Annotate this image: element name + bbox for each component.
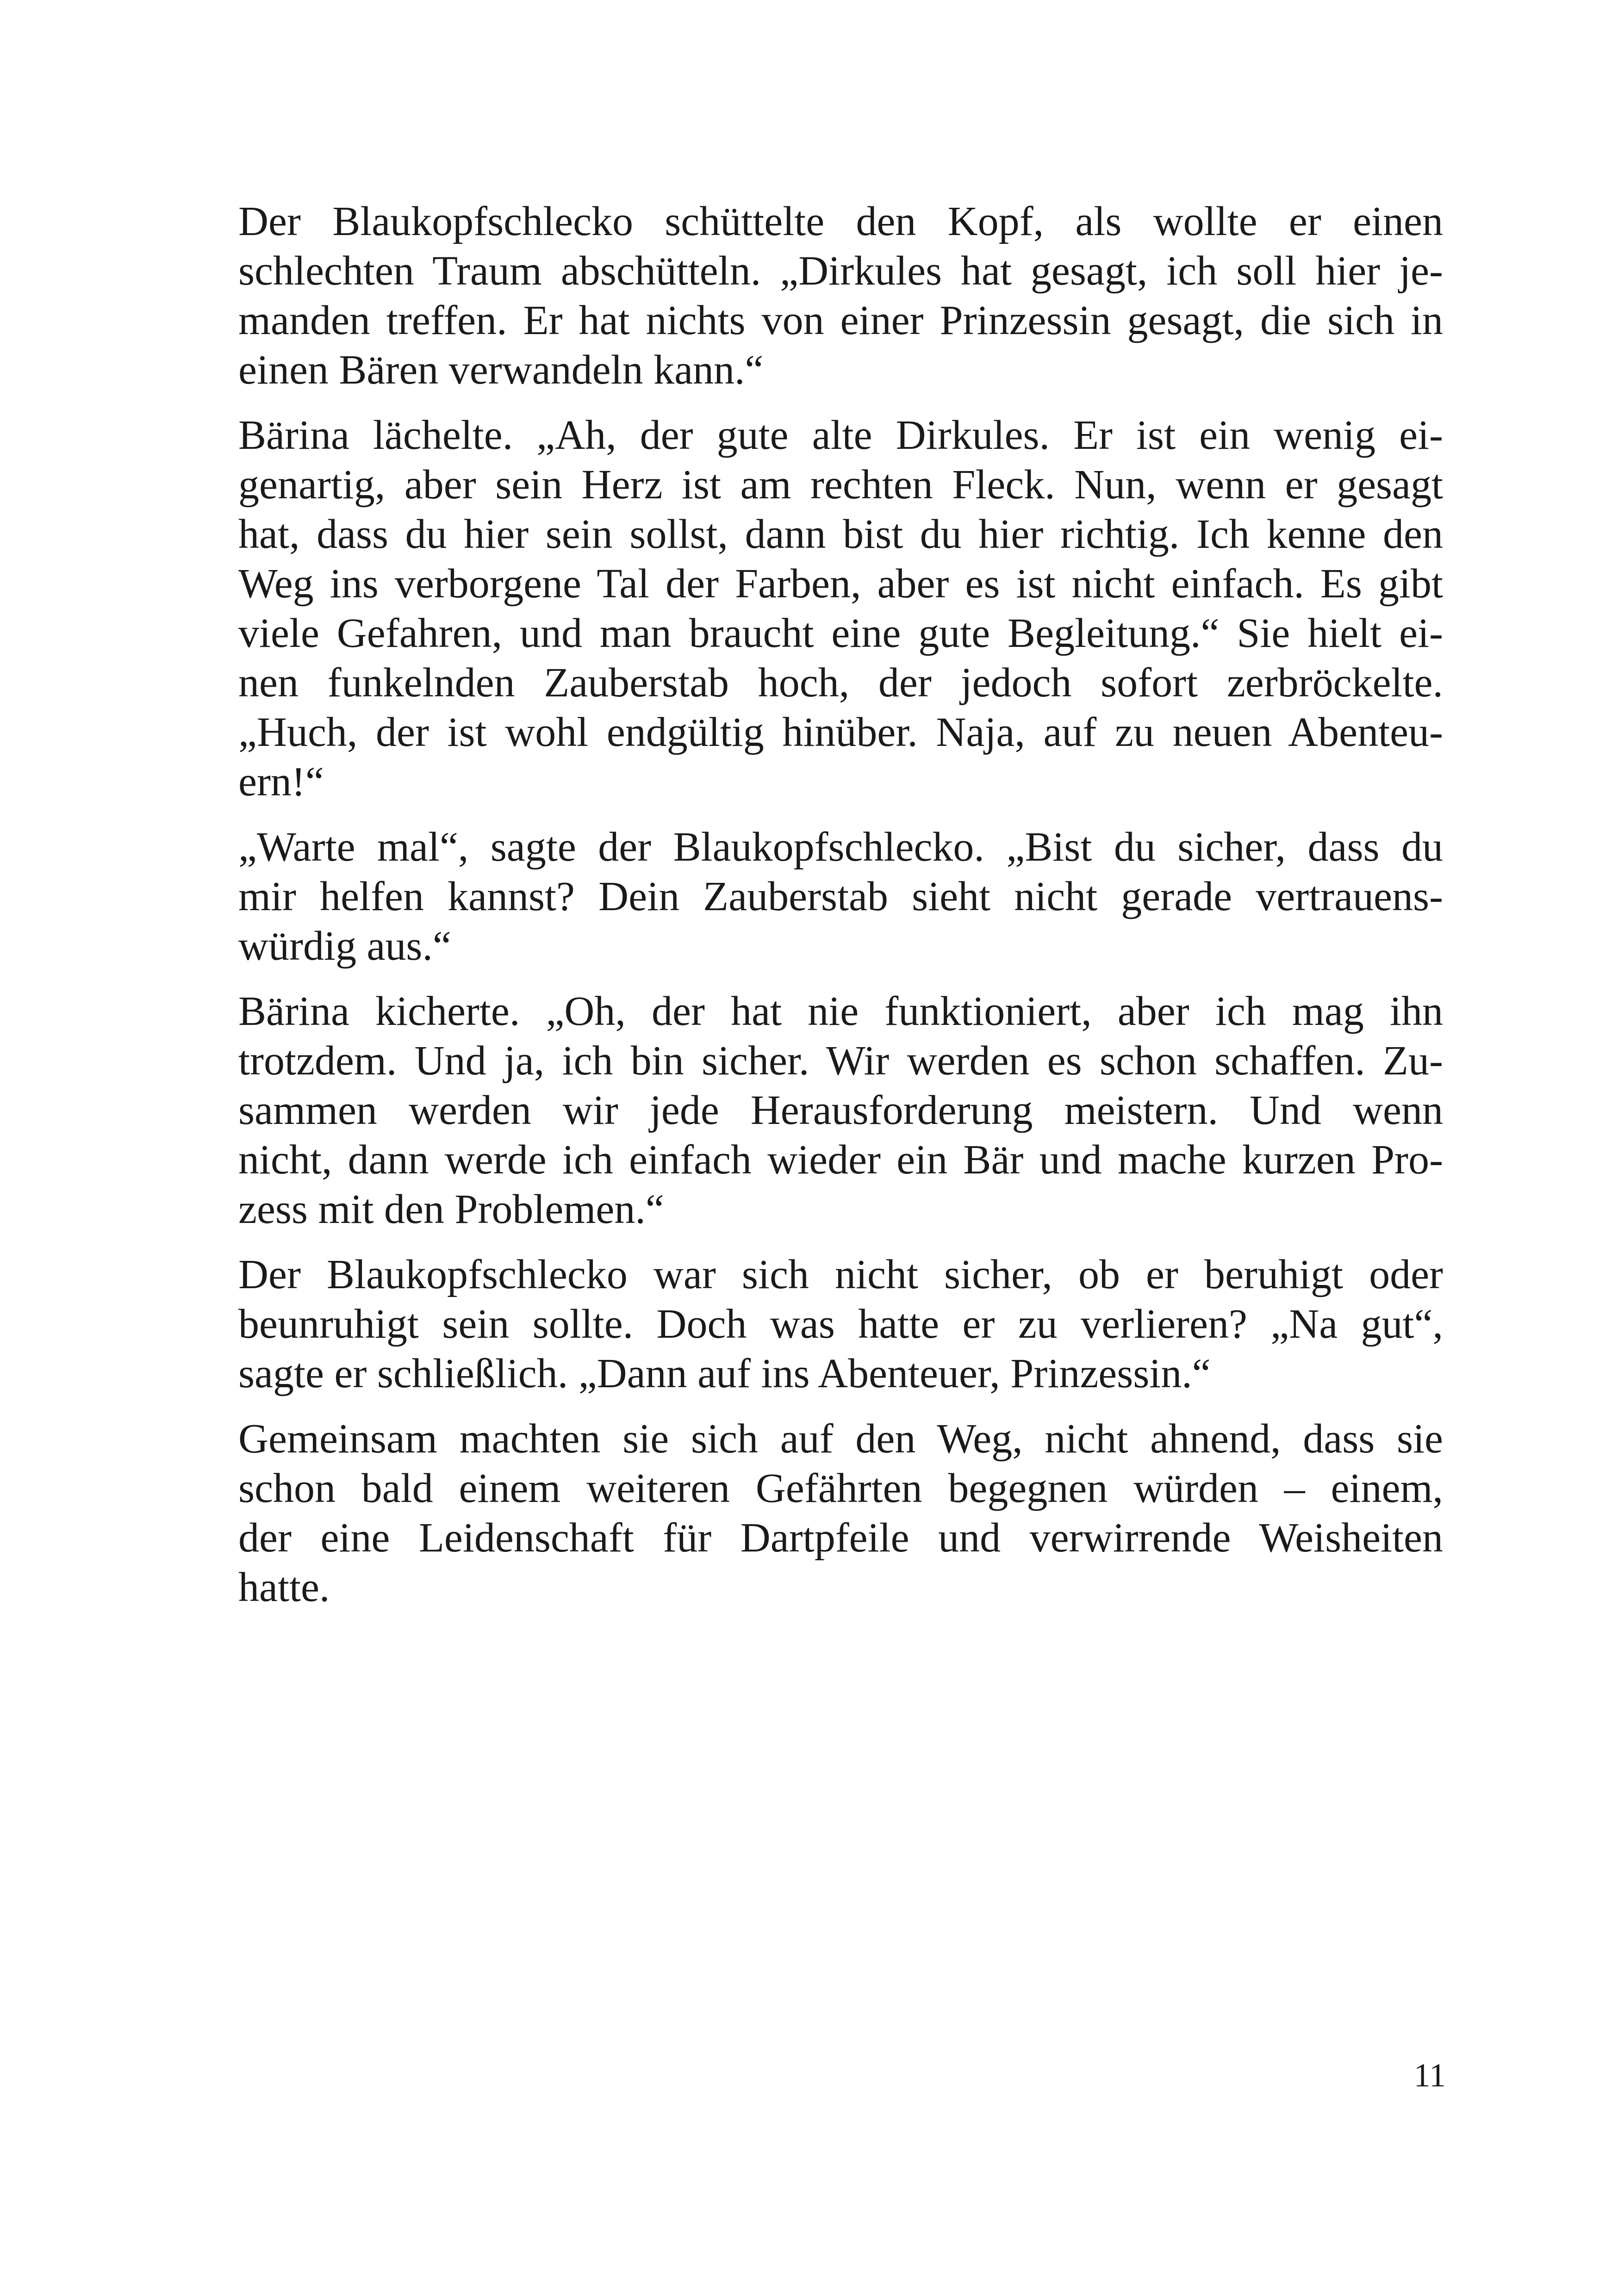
text-line: hat, dass du hier sein sollst, dann bist du hier richtig. Ich kenne den	[238, 511, 1443, 557]
paragraph-3	[185, 822, 1443, 971]
text-line: viele Gefahren, und man braucht eine gute Begleitung.“ Sie hielt ei-	[238, 610, 1443, 656]
text-line: nen funkelnden Zauberstab hoch, der jedoch sofort zerbröckelte.	[238, 660, 1443, 706]
page-number: 11	[1413, 2057, 1446, 2094]
text-line: hatte.	[238, 1564, 330, 1610]
text-line: der eine Leidenschaft für Dartpfeile und verwirrende Weisheiten	[238, 1515, 1443, 1561]
text-line: nicht, dann werde ich einfach wieder ein Bär und mache kurzen Pro-	[238, 1137, 1443, 1183]
text-line: Der Blaukopfschlecko schüttelte den Kopf, als wollte er einen	[238, 199, 1443, 244]
text-line: manden treffen. Er hat nichts von einer Prinzessin gesagt, die sich in	[238, 298, 1443, 343]
text-line: mir helfen kannst? Dein Zauberstab sieht nicht gerade vertrauens-	[238, 874, 1443, 919]
text-line: Bärina lächelte. „Ah, der gute alte Dirkules. Er ist ein wenig ei-	[238, 412, 1443, 458]
text-line: schlechten Traum abschütteln. „Dirkules hat gesagt, ich soll hier je-	[238, 248, 1443, 294]
paragraph-6	[185, 1414, 1443, 1612]
text-line: „Huch, der ist wohl endgültig hinüber. Naja, auf zu neuen Abenteu-	[238, 709, 1443, 755]
text-line: einen Bären verwandeln kann.“	[238, 347, 764, 393]
text-line: Weg ins verborgene Tal der Farben, aber es ist nicht einfach. Es gibt	[238, 561, 1443, 607]
text-line: ern!“	[238, 759, 324, 805]
paragraph-1	[185, 197, 1443, 395]
text-line: beunruhigt sein sollte. Doch was hatte er zu verlieren? „Na gut“,	[238, 1301, 1443, 1347]
paragraph-4	[185, 987, 1443, 1234]
text-line: „Warte mal“, sagte der Blaukopfschlecko. „Bist du sicher, dass du	[238, 824, 1443, 870]
text-line: Gemeinsam machten sie sich auf den Weg, nicht ahnend, dass sie	[238, 1416, 1443, 1462]
text-line: Bärina kicherte. „Oh, der hat nie funktioniert, aber ich mag ihn	[238, 988, 1443, 1034]
text-line: schon bald einem weiteren Gefährten begegnen würden – einem,	[238, 1465, 1443, 1511]
text-line: genartig, aber sein Herz ist am rechten Fleck. Nun, wenn er gesagt	[238, 462, 1443, 508]
text-line: würdig aus.“	[238, 923, 451, 969]
paragraph-5	[185, 1250, 1443, 1398]
paragraph-2	[185, 410, 1443, 807]
text-line: sagte er schließlich. „Dann auf ins Abenteuer, Prinzessin.“	[238, 1351, 1211, 1396]
text-line: trotzdem. Und ja, ich bin sicher. Wir werden es schon schaffen. Zu-	[238, 1038, 1443, 1084]
body-text	[185, 197, 1443, 1628]
text-line: sammen werden wir jede Herausforderung meistern. Und wenn	[238, 1087, 1443, 1133]
text-line: zess mit den Problemen.“	[238, 1186, 664, 1232]
text-line: Der Blaukopfschlecko war sich nicht sicher, ob er beruhigt oder	[238, 1252, 1443, 1297]
